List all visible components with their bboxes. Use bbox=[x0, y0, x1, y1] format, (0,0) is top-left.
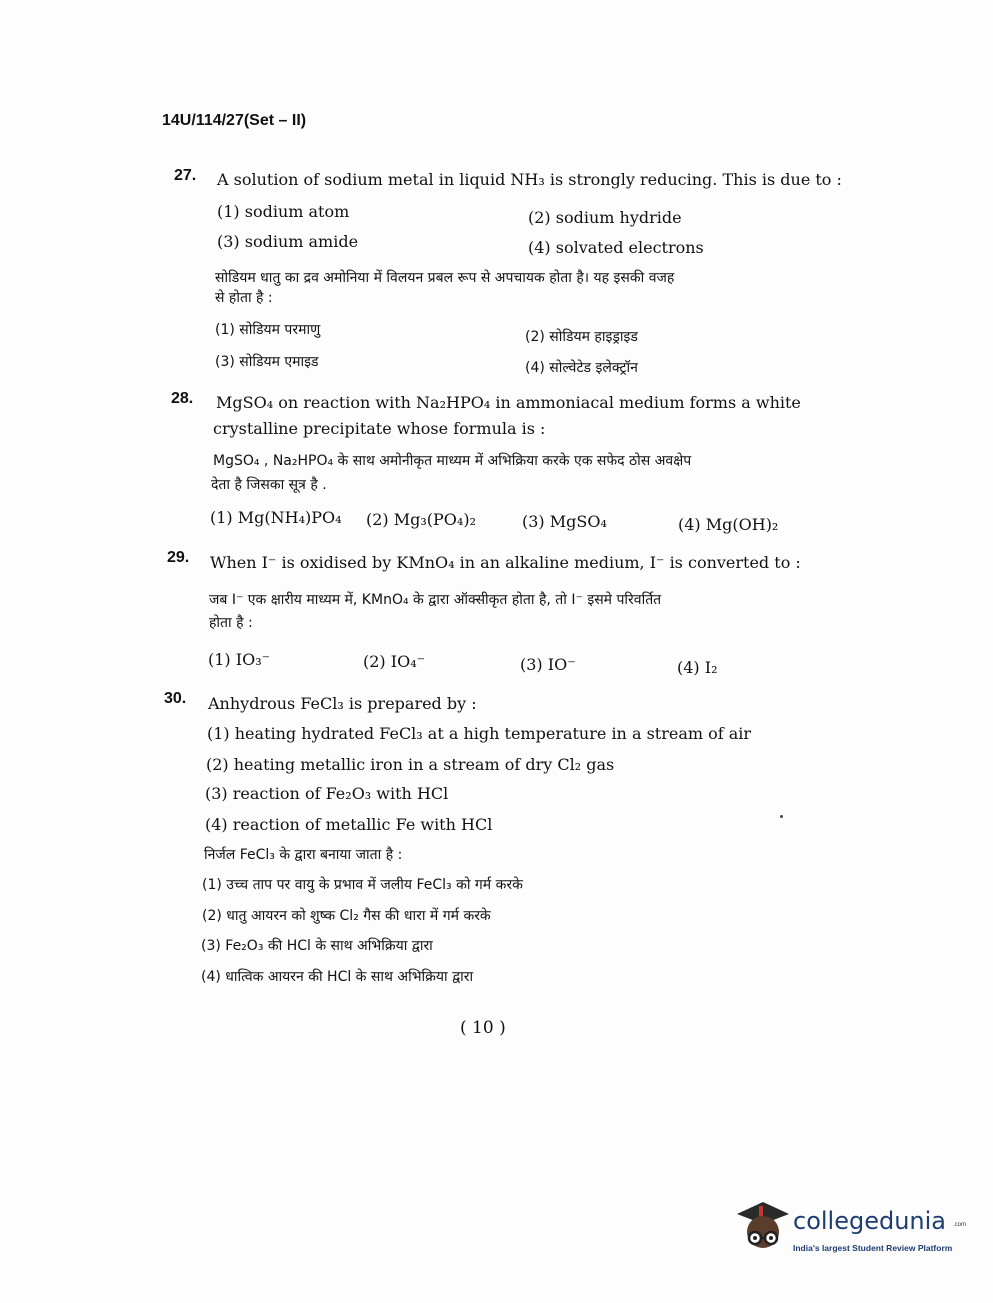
question-30-text: Anhydrous FeCl₃ is prepared by : bbox=[208, 694, 477, 713]
question-29-hindi-line-2: होता है : bbox=[209, 615, 253, 631]
question-30-hindi-option-1: (1) उच्च ताप पर वायु के प्रभाव में जलीय FeCl₃ को गर्म करके bbox=[202, 877, 523, 893]
question-29-option-2: (2) IO₄⁻ bbox=[363, 652, 426, 671]
question-27-hindi-option-3: (3) सोडियम एमाइड bbox=[215, 354, 319, 370]
logo-wordmark: collegedunia bbox=[793, 1207, 947, 1235]
question-27-option-1: (1) sodium atom bbox=[217, 202, 350, 221]
question-27-option-3: (3) sodium amide bbox=[217, 232, 359, 251]
question-27-hindi-line-2: से होता है : bbox=[215, 290, 273, 306]
question-27-hindi-option-4: (4) सोल्वेटेड इलेक्ट्रॉन bbox=[525, 360, 638, 376]
paper-code: 14U/114/27(Set – II) bbox=[162, 112, 307, 129]
question-30-option-2: (2) heating metallic iron in a stream of dry Cl₂ gas bbox=[206, 755, 615, 774]
question-29-option-1: (1) IO₃⁻ bbox=[208, 650, 271, 669]
question-30-hindi-text: निर्जल FeCl₃ के द्वारा बनाया जाता है : bbox=[204, 847, 403, 863]
question-30-hindi-option-3: (3) Fe₂O₃ की HCl के साथ अभिक्रिया द्वारा bbox=[201, 938, 433, 954]
question-30-hindi-option-2: (2) धातु आयरन को शुष्क Cl₂ गैस की धारा में गर्म करके bbox=[202, 908, 491, 924]
question-28-option-4: (4) Mg(OH)₂ bbox=[678, 515, 779, 534]
question-29-hindi-line-1: जब I⁻ एक क्षारीय माध्यम में, KMnO₄ के द्वारा ऑक्सीकृत होता है, तो I⁻ इसमे परिवर्तित bbox=[209, 592, 662, 608]
logo-tagline: India's largest Student Review Platform bbox=[793, 1243, 953, 1253]
scan-speck bbox=[780, 815, 783, 818]
question-27-number: 27. bbox=[174, 167, 197, 184]
question-28-line-1: MgSO₄ on reaction with Na₂HPO₄ in ammoniacal medium forms a white bbox=[216, 393, 801, 412]
question-28-line-2: crystalline precipitate whose formula is : bbox=[213, 419, 546, 438]
question-28-hindi-line-2: देता है जिसका सूत्र है . bbox=[211, 477, 327, 493]
question-27-option-2: (2) sodium hydride bbox=[528, 208, 682, 227]
question-28-hindi-line-1: MgSO₄ , Na₂HPO₄ के साथ अमोनीकृत माध्यम में अभिक्रिया करके एक सफेद ठोस अवक्षेप bbox=[213, 453, 692, 469]
mascot-icon bbox=[733, 1196, 791, 1262]
question-27-hindi-option-2: (2) सोडियम हाइड्राइड bbox=[525, 329, 638, 345]
question-28-option-2: (2) Mg₃(PO₄)₂ bbox=[366, 510, 476, 529]
question-27-text: A solution of sodium metal in liquid NH₃ is strongly reducing. This is due to : bbox=[217, 170, 842, 189]
question-29-option-4: (4) I₂ bbox=[677, 658, 718, 677]
question-30-number: 30. bbox=[164, 690, 187, 707]
page-number: ( 10 ) bbox=[460, 1018, 506, 1038]
question-30-hindi-option-4: (4) धात्विक आयरन की HCl के साथ अभिक्रिया द्वारा bbox=[201, 969, 474, 985]
question-28-number: 28. bbox=[171, 390, 194, 407]
question-28-option-1: (1) Mg(NH₄)PO₄ bbox=[210, 508, 342, 527]
question-29-option-3: (3) IO⁻ bbox=[520, 655, 576, 674]
question-28-option-3: (3) MgSO₄ bbox=[522, 512, 607, 531]
question-27-option-4: (4) solvated electrons bbox=[528, 238, 704, 257]
question-29-number: 29. bbox=[167, 549, 190, 566]
question-30-option-4: (4) reaction of metallic Fe with HCl bbox=[205, 815, 493, 834]
question-27-hindi-line-1: सोडियम धातु का द्रव अमोनिया में विलयन प्रबल रूप से अपचायक होता है। यह इसकी वजह bbox=[215, 270, 675, 286]
question-29-text: When I⁻ is oxidised by KMnO₄ in an alkaline medium, I⁻ is converted to : bbox=[210, 553, 801, 572]
question-30-option-1: (1) heating hydrated FeCl₃ at a high temperature in a stream of air bbox=[207, 724, 752, 743]
question-27-hindi-option-1: (1) सोडियम परमाणु bbox=[215, 322, 321, 338]
question-30-option-3: (3) reaction of Fe₂O₃ with HCl bbox=[205, 784, 449, 803]
logo-domain: .com bbox=[953, 1222, 967, 1228]
